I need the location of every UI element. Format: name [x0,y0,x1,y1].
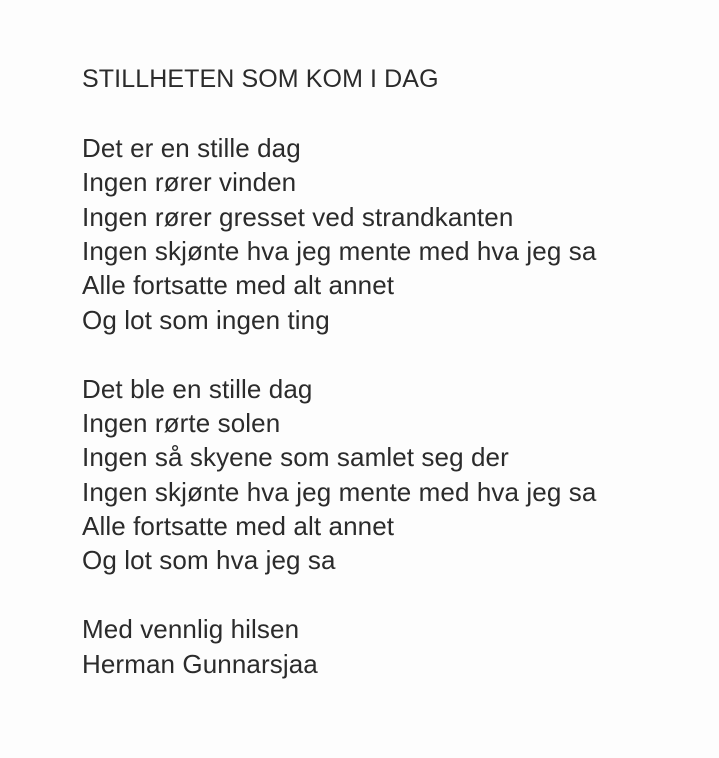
poem-line: Og lot som hva jeg sa [82,545,336,576]
poem-line: Og lot som ingen ting [82,304,330,335]
stanza-gap [82,337,596,371]
stanza-1 [82,131,596,337]
poem-line: Ingen skjønte hva jeg mente med hva jeg sa [82,476,597,507]
stanza-gap [82,578,596,612]
stanza-2 [82,372,596,578]
poem-line: Det ble en stille dag [82,373,313,404]
closing-text: Med vennlig hilsen [82,614,300,645]
stanza-gap [82,96,596,130]
poem-line: Ingen skjønte hva jeg mente med hva jeg sa [82,235,597,266]
poem-title: STILLHETEN SOM KOM I DAG [82,65,439,93]
poem [82,62,596,681]
poem-line: Ingen rører vinden [82,167,297,198]
poem-line: Ingen rørte solen [82,407,281,438]
poem-line: Det er en stille dag [82,132,301,163]
poem-line: Alle fortsatte med alt annet [82,511,395,542]
signature [82,612,596,681]
author-name: Herman Gunnarsjaa [82,648,318,679]
poem-line: Alle fortsatte med alt annet [82,270,395,301]
poem-line: Ingen rører gresset ved strandkanten [82,201,514,232]
poem-line: Ingen så skyene som samlet seg der [82,442,509,473]
